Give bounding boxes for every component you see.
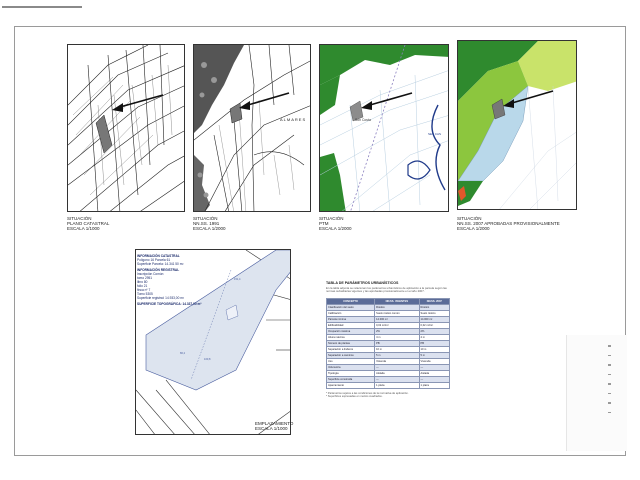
scan-mark [2, 6, 82, 8]
table-cell: 4 m [419, 334, 449, 340]
cadastral-map-panel [67, 44, 185, 212]
table-cell: Uso [327, 358, 375, 364]
table-cell: Suelo rústico [419, 310, 449, 316]
table-cell: Calificación [327, 310, 375, 316]
table-cell: Aislada [419, 370, 449, 376]
table-header: CONCEPTO [327, 298, 375, 304]
table-cell: 5 m [419, 352, 449, 358]
registral-line: finca nº 7 [137, 288, 151, 292]
table-cell: — [419, 364, 449, 370]
table-cell: Parcela mínima [327, 316, 375, 322]
caption-line: ESCALA 1/2000 [193, 226, 226, 231]
table-cell: Tipología [327, 370, 375, 376]
table-cell: 10 m [375, 346, 419, 352]
table-cell: Vivienda [419, 358, 449, 364]
place-label: Son Costa [355, 118, 371, 122]
caption-line: PTM [319, 221, 329, 226]
parcel-info-block [137, 254, 207, 306]
cadastral-caption [67, 216, 109, 231]
caption-line: ESCALA 1/2000 [457, 226, 490, 231]
nnss-2007-caption [457, 216, 560, 231]
table-cell: Ocupación máxima [327, 328, 375, 334]
caption-line: SITUACIÓN [67, 216, 92, 221]
table-header: NN.SS. VIGENTES [375, 298, 419, 304]
ptm-map-panel [319, 44, 449, 212]
table-cell: — [375, 376, 419, 382]
registral-line: Superficie registral: 14.933,00 m² [137, 296, 184, 300]
scan-edge-marks [608, 345, 614, 445]
table-cell: — [419, 376, 449, 382]
table-cell: 14.000 m² [375, 316, 419, 322]
table-cell: 2% [375, 328, 419, 334]
place-label: ALMARES [280, 117, 307, 122]
caption-line: NN.SS. 2007 APROBADAS PROVISIONALMENTE [457, 221, 560, 226]
paper-sticker [566, 335, 627, 451]
table-cell: Separación a caminos [327, 352, 375, 358]
table-cell: Superficie construida [327, 376, 375, 382]
registral-line: tomo 2951 [137, 276, 153, 280]
table-cell: Número de plantas [327, 340, 375, 346]
nnss-1991-caption [193, 216, 226, 231]
caption-line: ESCALA 1/1000 [255, 426, 288, 431]
caption-line: PLANO CATASTRAL [67, 221, 110, 226]
table-cell: — [375, 364, 419, 370]
registral-line: libro 80 [137, 280, 148, 284]
registral-heading: INFORMACIÓN REGISTRAL [137, 268, 180, 272]
dimension-label: 160,8 [204, 358, 211, 361]
caption-line: ESCALA 1/2000 [319, 226, 352, 231]
table-cell: Edificabilidad [327, 322, 375, 328]
place-label: SES CAS [428, 132, 442, 136]
parameters-table-block [326, 281, 450, 399]
caption-line: SITUACIÓN [457, 216, 482, 221]
table-note: * Superficies expresadas en metros cuadrados. [326, 395, 383, 399]
dimension-label: 86,2 [180, 352, 186, 355]
table-cell: Rústico [375, 304, 419, 310]
registral-line: Tomo 5305 [137, 292, 153, 296]
table-cell: Aparcamiento [327, 382, 375, 388]
table-cell: 4 m [375, 334, 419, 340]
cadastral-line: Superficie Parcela: 14.341 50 m² [137, 262, 184, 266]
table-cell: Clasificación del suelo [327, 304, 375, 310]
table-row [327, 382, 450, 388]
ptm-caption [319, 216, 352, 231]
table-cell: 10 m [419, 346, 449, 352]
emplazamiento-caption [255, 421, 293, 431]
table-cell: 0,02 m²/m² [375, 322, 419, 328]
table-cell: Rústico [419, 304, 449, 310]
table-title: TABLA DE PARÁMETROS URBANÍSTICOS [326, 281, 399, 285]
caption-line: SITUACIÓN [319, 216, 344, 221]
table-cell: Vivienda [375, 358, 419, 364]
parameters-table [326, 298, 450, 389]
caption-line: NN.SS. 1991 [193, 221, 220, 226]
registral-line: folio 21 [137, 284, 148, 288]
topographic-area: SUPERFICIE TOPOGRÁFICA: 14.337,00 m² [137, 302, 202, 306]
table-cell: PB [419, 340, 449, 346]
table-cell: Altura máxima [327, 334, 375, 340]
table-intro: En la tabla adjunta se relacionan los parámetros urbanísticos de aplicación a la parcela según las normas subsidiarias vigentes y las aprobadas provisionalmente en el año 2007. [326, 286, 447, 294]
table-cell: 1 plaza [375, 382, 419, 388]
table-cell: 2% [419, 328, 449, 334]
table-cell: 1 plaza [419, 382, 449, 388]
dimension-label: 151,4 [234, 278, 241, 281]
cadastral-heading: INFORMACIÓN CATASTRAL [137, 254, 180, 258]
table-cell: Volumetría [327, 364, 375, 370]
table-note: * Parámetros sujetos a las condiciones de la normativa de aplicación. [326, 391, 409, 395]
table-cell: 5 m [375, 352, 419, 358]
table-cell: Separación a linderos [327, 346, 375, 352]
table-cell: 0,02 m²/m² [419, 322, 449, 328]
nnss-2007-map-panel [457, 40, 577, 210]
nnss-1991-map-panel [193, 44, 311, 212]
caption-line: EMPLAZAMIENTO [255, 421, 294, 426]
table-cell: Suelo rústico común [375, 310, 419, 316]
scan-top-strip [0, 0, 640, 14]
table-cell: PB [375, 340, 419, 346]
cadastral-line: Polígono 16 Parcela 61 [137, 258, 171, 262]
table-cell: Aislada [375, 370, 419, 376]
table-cell: 14.000 m² [419, 316, 449, 322]
caption-line: SITUACIÓN [193, 216, 218, 221]
table-header: NN.SS. 2007 [419, 298, 449, 304]
caption-line: ESCALA 1/1000 [67, 226, 100, 231]
registral-line: Inscripción Común [137, 272, 164, 276]
